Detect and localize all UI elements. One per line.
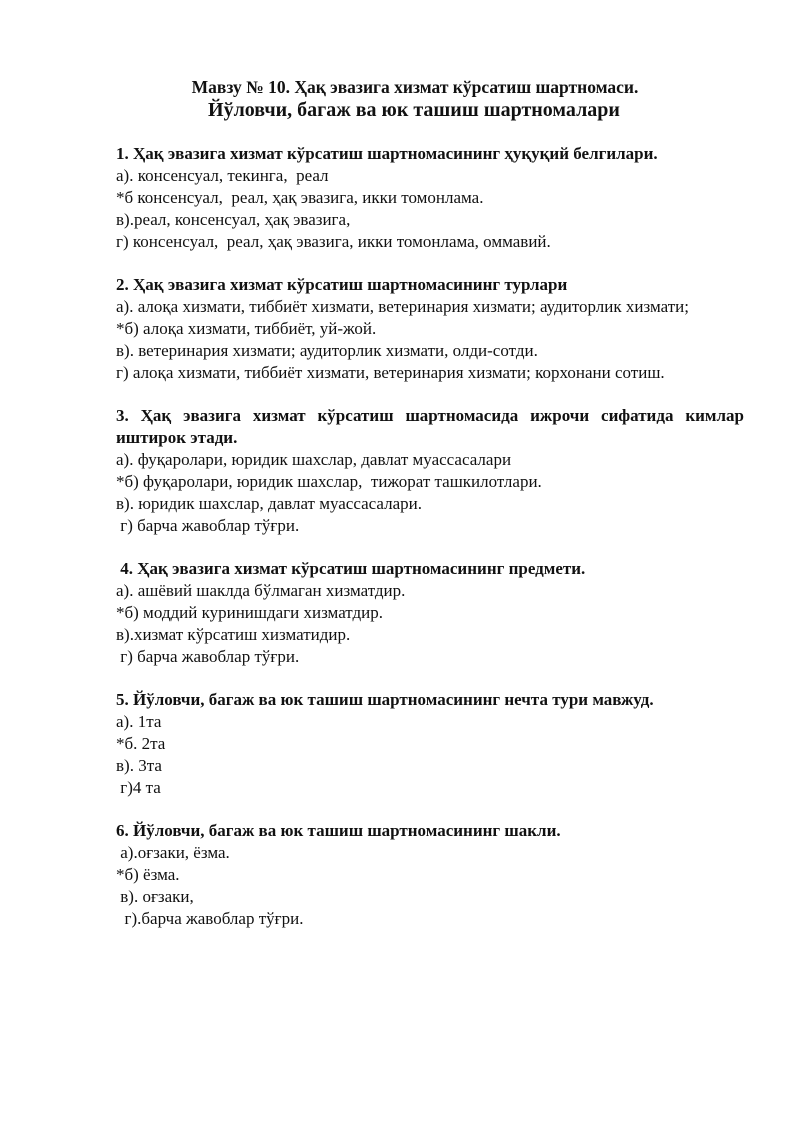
question-5 (116, 689, 744, 799)
answer-option: в).реал, консенсуал, ҳақ эвазига, (116, 210, 351, 229)
answer-option: *б) фуқаролари, юридик шахслар, тижорат ташкилотлари. (116, 472, 542, 491)
answer-option: в). оғзаки, (116, 887, 194, 906)
answer-option: а). ашёвий шаклда бўлмаган хизматдир. (116, 581, 406, 600)
question-4 (116, 558, 744, 668)
question-text: 4. Ҳақ эвазига хизмат кўрсатиш шартномасининг предмети. (116, 559, 586, 578)
answer-option: *б) моддий куринишдаги хизматдир. (116, 603, 384, 622)
answer-option: г) барча жавоблар тўғри. (116, 516, 300, 535)
answer-option: а). алоқа хизмати, тиббиёт хизмати, ветеринария хизмати; аудиторлик хизмати; (116, 297, 689, 316)
answer-option: а). фуқаролари, юридик шахслар, давлат муассасалари (116, 450, 512, 469)
answer-option: а). консенсуал, текинга, реал (116, 166, 329, 185)
answer-option: *б. 2та (116, 734, 166, 753)
question-text: 1. Ҳақ эвазига хизмат кўрсатиш шартномасининг ҳуқуқий белгилари. (116, 144, 658, 163)
answer-option: г).барча жавоблар тўғри. (116, 909, 304, 928)
answer-option: г) барча жавоблар тўғри. (116, 647, 300, 666)
question-text: 3. Ҳақ эвазига хизмат кўрсатиш шартномасида ижрочи сифатида кимлар иштирок этади. (116, 406, 744, 447)
question-3 (116, 405, 744, 537)
answer-option: г) консенсуал, реал, ҳақ эвазига, икки томонлама, оммавий. (116, 232, 551, 251)
question-text: 6. Йўловчи, багаж ва юк ташиш шартномасининг шакли. (116, 821, 561, 840)
answer-option: в). 3та (116, 756, 162, 775)
answer-option: г) алоқа хизмати, тиббиёт хизмати, ветеринария хизмати; корхонани сотиш. (116, 363, 665, 382)
answer-option: а).оғзаки, ёзма. (116, 843, 230, 862)
answer-option: а). 1та (116, 712, 162, 731)
question-1 (116, 143, 744, 253)
question-text: 5. Йўловчи, багаж ва юк ташиш шартномасининг нечта тури мавжуд. (116, 690, 654, 709)
answer-option: г)4 та (116, 778, 161, 797)
title-line-2: Йўловчи, багаж ва юк ташиш шартномалари (208, 99, 620, 121)
question-6 (116, 820, 744, 930)
answer-option: *б) ёзма. (116, 865, 180, 884)
answer-option: в).хизмат кўрсатиш хизматидир. (116, 625, 351, 644)
answer-option: *б консенсуал, реал, ҳақ эвазига, икки томонлама. (116, 188, 484, 207)
title-line-1: Мавзу № 10. Ҳақ эвазига хизмат кўрсатиш шартномаси. (191, 77, 639, 97)
question-list (116, 143, 744, 951)
answer-option: в). ветеринария хизмати; аудиторлик хизмати, олди-сотди. (116, 341, 538, 360)
answer-option: *б) алоқа хизмати, тиббиёт, уй-жой. (116, 319, 377, 338)
question-text: 2. Ҳақ эвазига хизмат кўрсатиш шартномасининг турлари (116, 275, 568, 294)
question-2 (116, 274, 744, 384)
answer-option: в). юридик шахслар, давлат муассасалари. (116, 494, 422, 513)
document-title (0, 76, 800, 122)
